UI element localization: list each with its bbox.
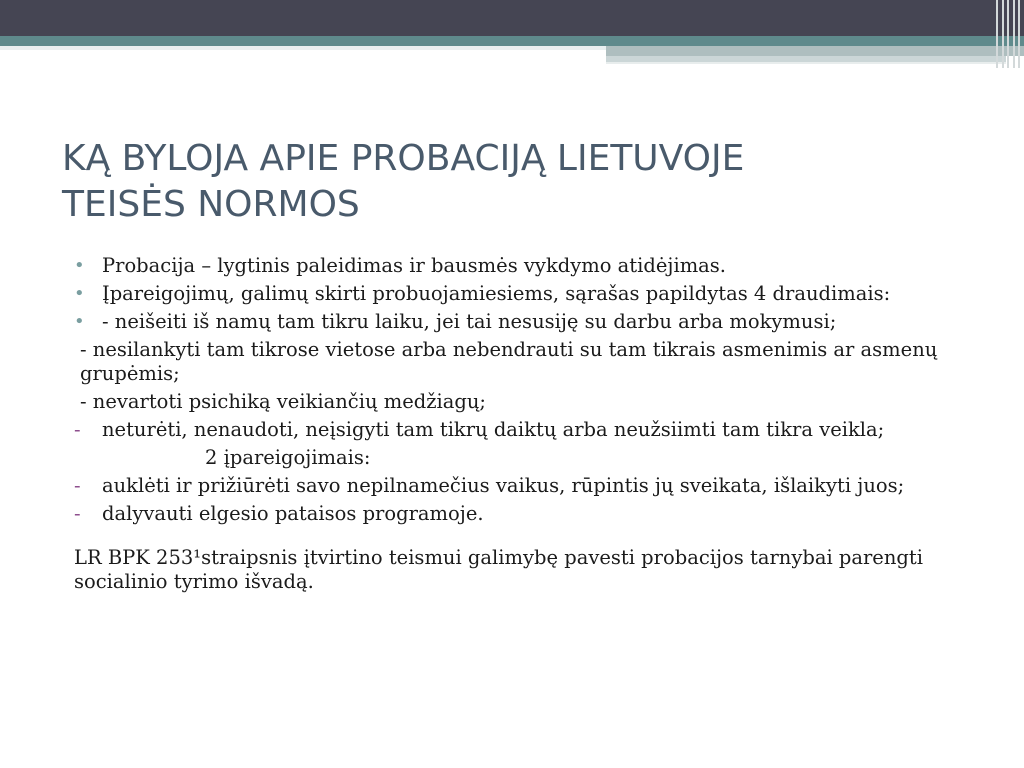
list-item-text: Probacija – lygtinis paleidimas ir bausmės vykdymo atidėjimas. (102, 254, 727, 277)
dash-marker: - (74, 418, 81, 441)
header-light-strip (0, 46, 606, 50)
list-item-text: - neišeiti iš namų tam tikru laiku, jei tai nesusiję su darbu arba mokymusi; (102, 310, 837, 333)
list-item (74, 282, 974, 306)
list-item-text: neturėti, nenaudoti, neįsigyti tam tikrų daiktų arba neužsiimti tam tikra veikla; (102, 418, 885, 441)
title-line-2: TEISĖS NORMOS (62, 184, 360, 225)
footer-paragraph: LR BPK 253¹straipsnis įtvirtino teismui galimybę pavesti probacijos tarnybai parengti socialinio tyrimo išvadą. (74, 546, 923, 593)
header-grey-strip (606, 46, 1024, 56)
list-item-text: - nevartoti psichiką veikiančių medžiagų; (80, 390, 486, 413)
list-item-text: Įpareigojimų, galimų skirti probuojamiesiems, sąrašas papildytas 4 draudimais: (102, 282, 891, 305)
spacer (74, 530, 974, 546)
list-item (74, 310, 974, 334)
header-vertical-stripes (994, 0, 1024, 68)
bullet-marker: • (74, 283, 85, 304)
list-item (74, 474, 974, 498)
slide-body (74, 254, 974, 598)
bullet-marker: • (74, 255, 85, 276)
bullet-marker: • (74, 311, 85, 332)
list-item-text: 2 įpareigojimais: (205, 446, 371, 469)
dash-marker: - (74, 502, 81, 525)
list-item (74, 254, 974, 278)
list-item (74, 418, 974, 442)
header-teal-band (0, 36, 1024, 46)
list-item (74, 502, 974, 526)
slide-title (62, 136, 962, 228)
list-item-text: dalyvauti elgesio pataisos programoje. (102, 502, 484, 525)
list-item-text: auklėti ir prižiūrėti savo nepilnamečius vaikus, rūpintis jų sveikata, išlaikyti juos; (102, 474, 905, 497)
list-item (74, 446, 974, 470)
header-dark-band (0, 0, 1024, 36)
dash-marker: - (74, 474, 81, 497)
list-item (74, 390, 974, 414)
title-line-1: KĄ BYLOJA APIE PROBACIJĄ LIETUVOJE (62, 138, 745, 179)
header-white-line (606, 62, 1006, 64)
list-item (74, 338, 974, 386)
list-item-text: - nesilankyti tam tikrose vietose arba nebendrauti su tam tikrais asmenimis ar asmenų grupėmis; (80, 338, 938, 385)
